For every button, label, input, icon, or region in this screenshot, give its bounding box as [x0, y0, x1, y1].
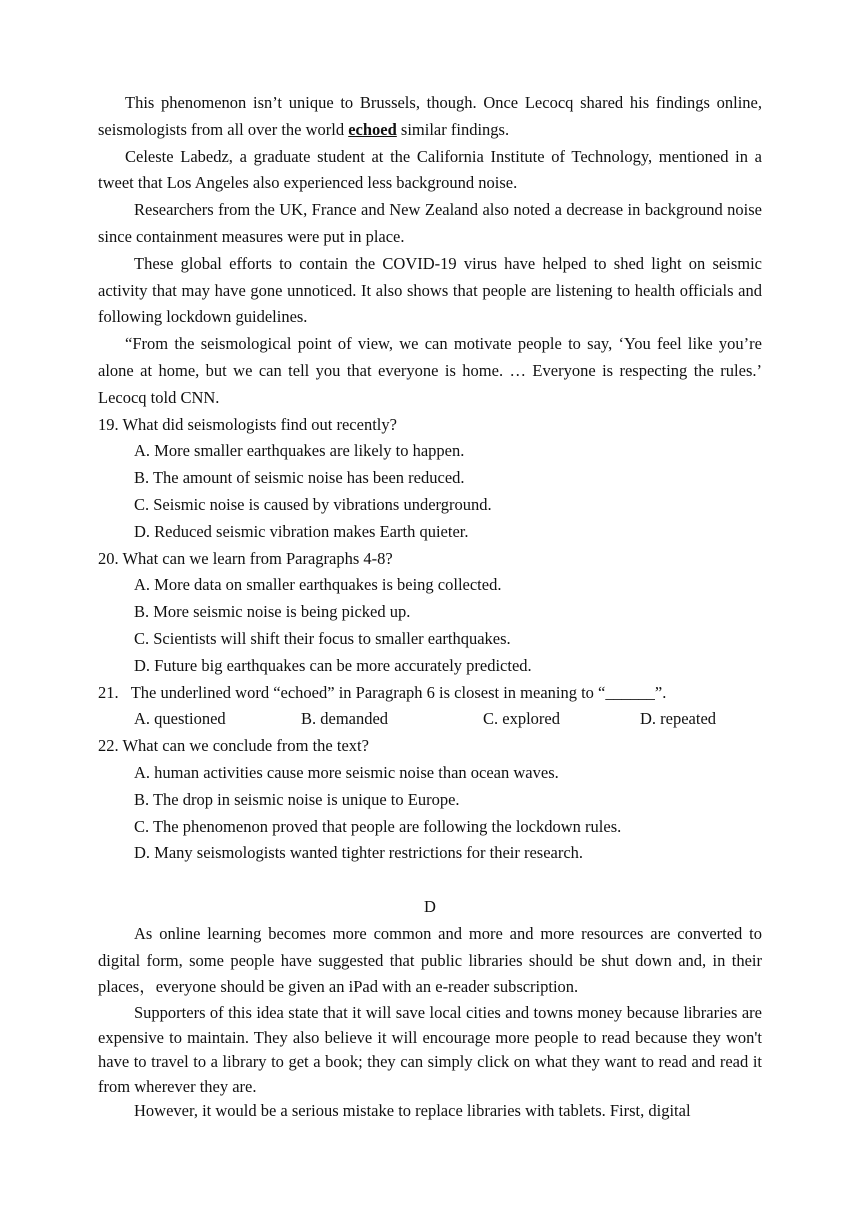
question-21 [98, 680, 762, 734]
option-b: B. The amount of seismic noise has been reduced. [134, 468, 465, 488]
question-stem: 21. The underlined word “echoed” in Paragraph 6 is closest in meaning to “______”. [98, 682, 667, 702]
option-row [98, 706, 762, 733]
option-a: A. More data on smaller earthquakes is being collected. [134, 575, 502, 595]
paragraph-6-text: This phenomenon isn’t unique to Brussels, though. Once Lecocq shared his findings online, seismologists from all over the world [98, 93, 762, 139]
paragraph-10: “From the seismological point of view, we can motivate people to say, ‘You feel like you’re alone at home, but we can tell you that everyone is home. … Everyone is respecting the rules.’ Lecocq told CNN. [98, 334, 762, 407]
paragraph-6 [98, 90, 762, 144]
paragraph-8: Researchers from the UK, France and New Zealand also noted a decrease in background noise since containment measures were put in place. [98, 200, 762, 246]
section-d-paragraph-2: Supporters of this idea state that it will save local cities and towns money because libraries are expensive to maintain. They also believe it will encourage more people to read because they won't have to travel to a library to get a book; they can simply click on what they want to read and read it from wherever they are. [98, 1003, 762, 1096]
option-a: A. human activities cause more seismic noise than ocean waves. [134, 762, 559, 782]
option-a: A. More smaller earthquakes are likely to happen. [134, 441, 465, 461]
option-b: B. More seismic noise is being picked up. [134, 602, 411, 622]
option-d: D. Reduced seismic vibration makes Earth quieter. [134, 521, 469, 541]
paragraph-9: These global efforts to contain the COVID-19 virus have helped to shed light on seismic activity that may have gone unnoticed. It also shows that people are listening to health officials and following lockdown guidelines. [98, 253, 762, 327]
paragraph-7: Celeste Labedz, a graduate student at the California Institute of Technology, mentioned in a tweet that Los Angeles also experienced less background noise. [98, 146, 762, 193]
option-d: D. repeated [640, 709, 717, 729]
question-19 [98, 412, 762, 546]
question-22 [98, 733, 762, 867]
option-c: C. Seismic noise is caused by vibrations underground. [134, 494, 492, 514]
option-d: D. Many seismologists wanted tighter restrictions for their research. [134, 843, 584, 863]
option-d: D. Future big earthquakes can be more accurately predicted. [134, 655, 532, 675]
question-20 [98, 546, 762, 680]
paragraph-6-text-end: similar findings. [396, 119, 510, 139]
document-page [98, 90, 762, 1124]
question-stem: 20. What can we learn from Paragraphs 4-8? [98, 548, 393, 568]
question-stem: 22. What can we conclude from the text? [98, 736, 369, 756]
question-stem: 19. What did seismologists find out recently? [98, 414, 397, 434]
option-c: C. explored [483, 709, 560, 729]
option-c: C. Scientists will shift their focus to smaller earthquakes. [134, 628, 511, 648]
section-d-paragraph-1: As online learning becomes more common and more and more resources are converted to digital form, some people have suggested that public libraries should be shut down and, in their places，everyone should be given an iPad with an e-reader subscription. [98, 923, 762, 997]
option-a: A. questioned [134, 709, 226, 729]
section-d-paragraph-3: However, it would be a serious mistake to replace libraries with tablets. First, digital [134, 1101, 691, 1121]
underlined-word-echoed: echoed [348, 119, 397, 139]
option-b: B. demanded [301, 709, 389, 729]
section-heading: D [424, 896, 436, 916]
option-b: B. The drop in seismic noise is unique to Europe. [134, 789, 460, 809]
option-c: C. The phenomenon proved that people are following the lockdown rules. [134, 816, 622, 836]
